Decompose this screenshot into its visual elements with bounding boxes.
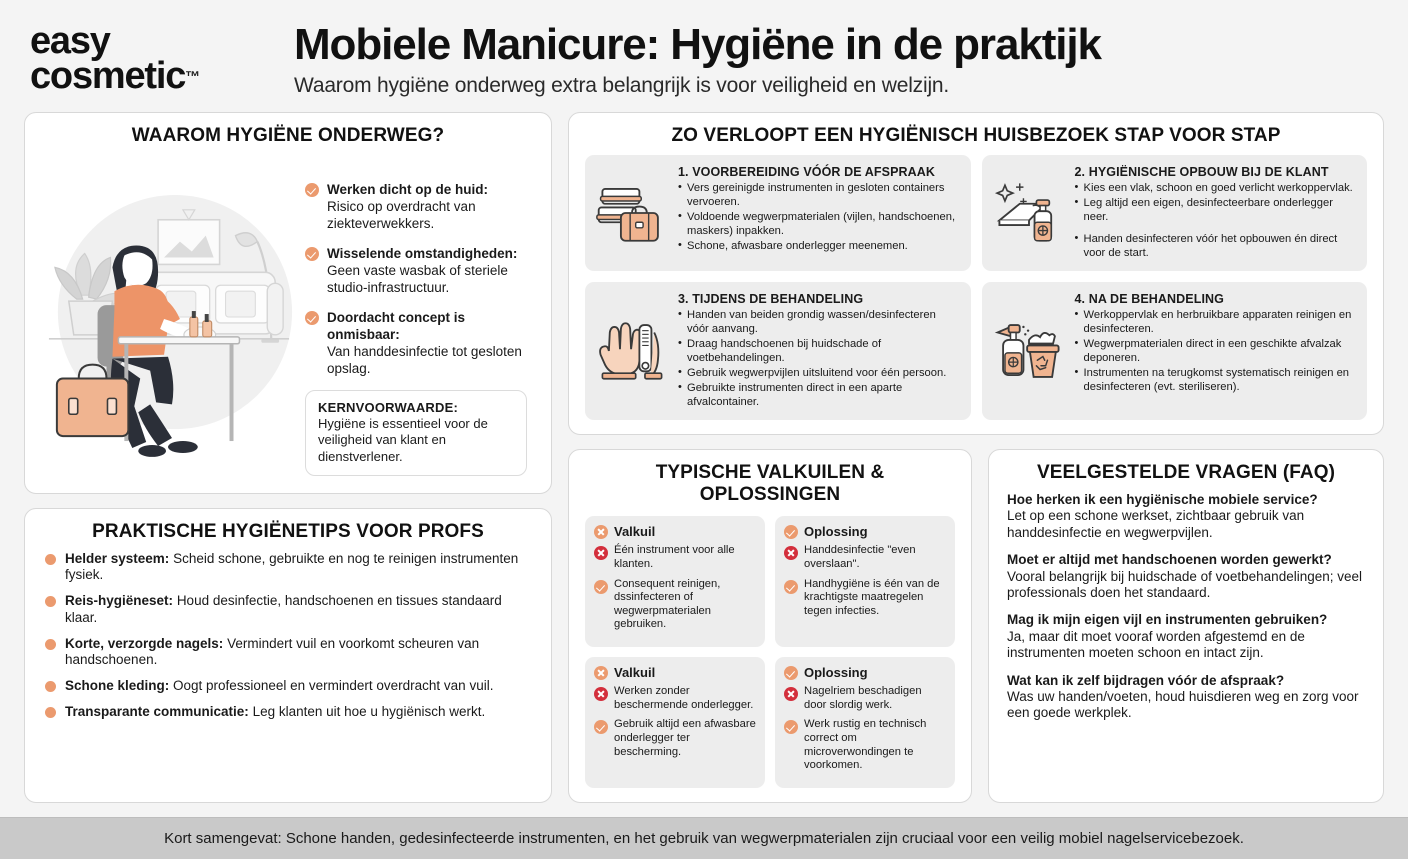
- faq-title: VEELGESTELDE VRAGEN (FAQ): [1036, 462, 1336, 484]
- faq-question: Wat kan ik zelf bijdragen vóór de afspraak?: [1007, 672, 1285, 688]
- step-bullets: [1075, 309, 1358, 395]
- practical-tips-card: [24, 508, 552, 803]
- practical-tips-list: [41, 551, 535, 721]
- faq-answer: Let op een schone werkset, zichtbaar gebruik van handdesinfectie en wegwerpvijlen.: [1007, 508, 1305, 540]
- pitfall-label: Oplossing: [804, 665, 868, 681]
- why-point-lead: Werken dicht op de huid:: [327, 182, 489, 197]
- check-circle-orange-icon: [594, 580, 608, 594]
- pitfall-box: [585, 516, 765, 647]
- step-item: [982, 282, 1368, 420]
- spray-and-bin-icon: [990, 291, 1068, 411]
- why-point: [305, 245, 531, 296]
- pitfall-item: [784, 718, 946, 773]
- tip-lead: Transparante communicatie:: [65, 704, 249, 720]
- step-title: 2. HYGIËNISCHE OPBOUW BIJ DE KLANT: [1074, 165, 1329, 179]
- tip-text: Leg klanten uit hoe u hygiënisch werkt.: [252, 704, 486, 720]
- pitfall-item-text: Werken zonder beschermende onderlegger.: [614, 685, 754, 711]
- trademark-symbol: ™: [185, 68, 201, 86]
- check-circle-orange-icon: [784, 720, 798, 734]
- header-text: [280, 18, 1101, 98]
- why-point-text: Risico op overdracht van ziekteverwekkers.: [327, 199, 476, 231]
- pitfalls-card: [568, 449, 972, 803]
- pitfall-label: Valkuil: [614, 524, 656, 540]
- clean-surface-spray-icon: [990, 164, 1068, 262]
- step-bullets: [1075, 182, 1358, 260]
- header: [0, 0, 1408, 112]
- step-bullet: • Handen van beiden grondig wassen/desinfecteren vóór aanvang.: [678, 309, 961, 337]
- step-bullet: • Schone, afwasbare onderlegger meenemen.: [678, 240, 961, 254]
- dot-bullet-icon: [45, 639, 56, 650]
- faq-answer: Was uw handen/voeten, houd huisdieren weg en zorg voor een goede werkplek.: [1007, 688, 1359, 721]
- core-requirement-text: Hygiëne is essentieel voor de veiligheid van klant en dienstverlener.: [318, 416, 488, 464]
- glove-and-file-icon: [593, 291, 671, 411]
- faq-entry: [1007, 673, 1365, 722]
- page-title: Mobiele Manicure: Hygiëne in de praktijk: [294, 20, 1101, 69]
- pitfall-item-text: Gebruik altijd een afwasbare onderlegger ter bescherming.: [614, 718, 756, 758]
- step-bullet: • Vers gereinigde instrumenten in gesloten containers vervoeren.: [678, 182, 961, 210]
- list-item: [45, 678, 531, 694]
- step-item: [982, 155, 1368, 271]
- list-item: [45, 551, 531, 583]
- why-point-lead: Doordacht concept is onmisbaar:: [327, 310, 466, 342]
- step-title: 3. TIJDENS DE BEHANDELING: [678, 291, 864, 306]
- bottom-row: [568, 449, 1384, 803]
- brand-line-2: cosmetic: [30, 54, 186, 97]
- faq-entry: [1007, 552, 1365, 601]
- check-circle-orange-icon: [784, 525, 798, 539]
- pitfall-item-text: Één instrument voor alle klanten.: [614, 544, 735, 570]
- faq-entry: [1007, 492, 1365, 541]
- pitfall-box: [775, 516, 955, 647]
- tip-lead: Helder systeem:: [65, 551, 170, 566]
- pitfalls-title: TYPISCHE VALKUILEN & OPLOSSINGEN: [655, 462, 885, 506]
- pitfall-item-text: Werk rustig en technisch correct om microverwondingen te voorkomen.: [804, 718, 927, 772]
- step-bullet: • Instrumenten na terugkomst systematisch reinigen en desinfecteren (evt. steriliseren).: [1075, 367, 1358, 395]
- pitfall-item: [784, 685, 946, 712]
- tip-text: Vermindert vuil en voorkomt scheuren van handschoenen.: [65, 635, 480, 667]
- step-bullet: • Werkoppervlak en herbruikbare apparaten reinigen en desinfecteren.: [1075, 309, 1358, 337]
- pitfall-item-text: Handdesinfectie "even overslaan".: [804, 544, 916, 570]
- x-circle-red-icon: [594, 546, 608, 560]
- pitfalls-grid: [585, 516, 955, 788]
- step-bullets: [678, 309, 961, 410]
- faq-entry: [1007, 612, 1365, 661]
- step-bullets: [678, 182, 961, 254]
- why-point-text: Geen vaste wasbak of steriele studio-infrastructuur.: [327, 263, 508, 295]
- practical-tips-title: PRAKTISCHE HYGIËNETIPS VOOR PROFS: [92, 521, 484, 542]
- pitfall-item-text: Consequent reinigen, dssinfecteren of wegwerpmaterialen gebruiken.: [614, 577, 721, 631]
- faq-question: Mag ik mijn eigen vijl en instrumenten gebruiken?: [1007, 612, 1328, 628]
- faq-answer: Vooral belangrijk bij huidschade of voetbehandelingen; veel professionals doen het standaard.: [1007, 568, 1363, 600]
- pitfall-item-text: Handhygiëne is één van de krachtigste maatregelen tegen infecties.: [804, 577, 940, 617]
- step-bullet: • Voldoende wegwerpmaterialen (vijlen, handschoenen, maskers) inpakken.: [678, 211, 961, 239]
- pitfall-label: Valkuil: [614, 665, 656, 681]
- faq-card: [988, 449, 1384, 803]
- why-point-lead: Wisselende omstandigheden:: [327, 246, 518, 261]
- why-hygiene-title: WAAROM HYGIËNE ONDERWEG?: [131, 125, 445, 146]
- step-bullet: • Wegwerpmaterialen direct in een geschikte afvalzak deponeren.: [1075, 338, 1358, 366]
- steps-title: ZO VERLOOPT EEN HYGIËNISCH HUISBEZOEK STAP VOOR STAP: [671, 125, 1281, 146]
- faq-list: [1005, 492, 1367, 722]
- x-circle-orange-icon: [594, 666, 608, 680]
- x-circle-red-icon: [594, 687, 608, 701]
- dot-bullet-icon: [45, 681, 56, 692]
- list-item: [45, 593, 531, 625]
- faq-question: Hoe herken ik een hygiënische mobiele service?: [1007, 492, 1318, 508]
- pitfall-label: Oplossing: [804, 524, 868, 540]
- tip-lead: Schone kleding:: [65, 678, 170, 694]
- pitfall-item: [594, 685, 756, 712]
- content-body: [0, 112, 1408, 803]
- mobile-manicurist-illustration: [41, 155, 299, 479]
- pitfall-item: [594, 718, 756, 759]
- step-bullet: • Draag handschoenen bij huidschade of voetbehandelingen.: [678, 338, 961, 366]
- dot-bullet-icon: [45, 596, 56, 607]
- footer-text: Kort samengevat: Schone handen, gedesinfecteerde instrumenten, en het gebruik van wegwerpmaterialen zijn cruciaal voor een veilig mobiel nagelservicebezoek.: [164, 830, 1244, 848]
- why-hygiene-card: [24, 112, 552, 494]
- right-column: [568, 112, 1384, 803]
- dot-bullet-icon: [45, 554, 56, 565]
- step-bullet: • Handen desinfecteren vóór het opbouwen én direct voor de start.: [1075, 233, 1358, 261]
- dot-bullet-icon: [45, 707, 56, 718]
- pitfall-box: [585, 657, 765, 788]
- check-circle-orange-icon: [784, 666, 798, 680]
- why-point-text: Van handdesinfectie tot gesloten opslag.: [327, 344, 522, 376]
- check-circle-orange-icon: [305, 247, 319, 261]
- pitfall-item: [594, 578, 756, 633]
- footer-banner: [0, 817, 1408, 859]
- step-item: [585, 282, 971, 420]
- x-circle-red-icon: [784, 546, 798, 560]
- check-circle-orange-icon: [305, 183, 319, 197]
- step-title: 4. NA DE BEHANDELING: [1074, 291, 1224, 306]
- steps-grid: [585, 155, 1367, 420]
- faq-answer: Ja, maar dit moet vooraf worden afgestemd en de instrumenten moeten schoon en intact zijn.: [1007, 628, 1305, 661]
- pitfall-item: [594, 544, 756, 571]
- tip-text: Oogt professioneel en vermindert overdracht van vuil.: [173, 678, 494, 694]
- core-requirement-box: [305, 390, 527, 476]
- pitfall-item: [784, 578, 946, 619]
- tip-lead: Korte, verzorgde nagels:: [65, 635, 224, 651]
- x-circle-red-icon: [784, 687, 798, 701]
- pitfall-item-text: Nagelriem beschadigen door slordig werk.: [804, 685, 922, 711]
- list-item: [45, 704, 531, 720]
- step-bullet: • Gebruik wegwerpvijlen uitsluitend voor één persoon.: [678, 367, 961, 381]
- check-circle-orange-icon: [305, 311, 319, 325]
- check-circle-orange-icon: [594, 720, 608, 734]
- tip-text: Scheid schone, gebruikte en nog te reinigen instrumenten fysiek.: [65, 551, 519, 583]
- pitfall-box: [775, 657, 955, 788]
- tip-text: Houd desinfectie, handschoenen en tissues standaard klaar.: [65, 593, 502, 625]
- step-bullet: • Leg altijd een eigen, desinfecteerbare onderlegger neer.: [1075, 197, 1358, 225]
- step-title: 1. VOORBEREIDING VÓÓR DE AFSPRAAK: [678, 165, 936, 179]
- check-circle-orange-icon: [784, 580, 798, 594]
- why-point: [305, 181, 531, 232]
- pitfall-item: [784, 544, 946, 571]
- step-bullet: • Gebruikte instrumenten direct in een aparte afvalcontainer.: [678, 382, 961, 410]
- steps-card: [568, 112, 1384, 435]
- brand-logo: [30, 18, 280, 97]
- tip-lead: Reis-hygiëneset:: [65, 593, 174, 609]
- why-hygiene-points: [305, 155, 535, 479]
- step-item: [585, 155, 971, 271]
- brand-line-1: easy: [30, 20, 110, 62]
- list-item: [45, 636, 531, 668]
- page-subtitle: Waarom hygiëne onderweg extra belangrijk is voor veiligheid en welzijn.: [294, 73, 950, 97]
- x-circle-orange-icon: [594, 525, 608, 539]
- containers-and-bag-icon: [593, 164, 671, 262]
- step-bullet: • Kies een vlak, schoon en goed verlicht werkoppervlak.: [1075, 182, 1358, 196]
- core-requirement-title: KERNVOORWAARDE:: [318, 400, 458, 415]
- faq-question: Moet er altijd met handschoenen worden gewerkt?: [1007, 552, 1332, 568]
- why-point: [305, 309, 531, 377]
- left-column: [24, 112, 552, 803]
